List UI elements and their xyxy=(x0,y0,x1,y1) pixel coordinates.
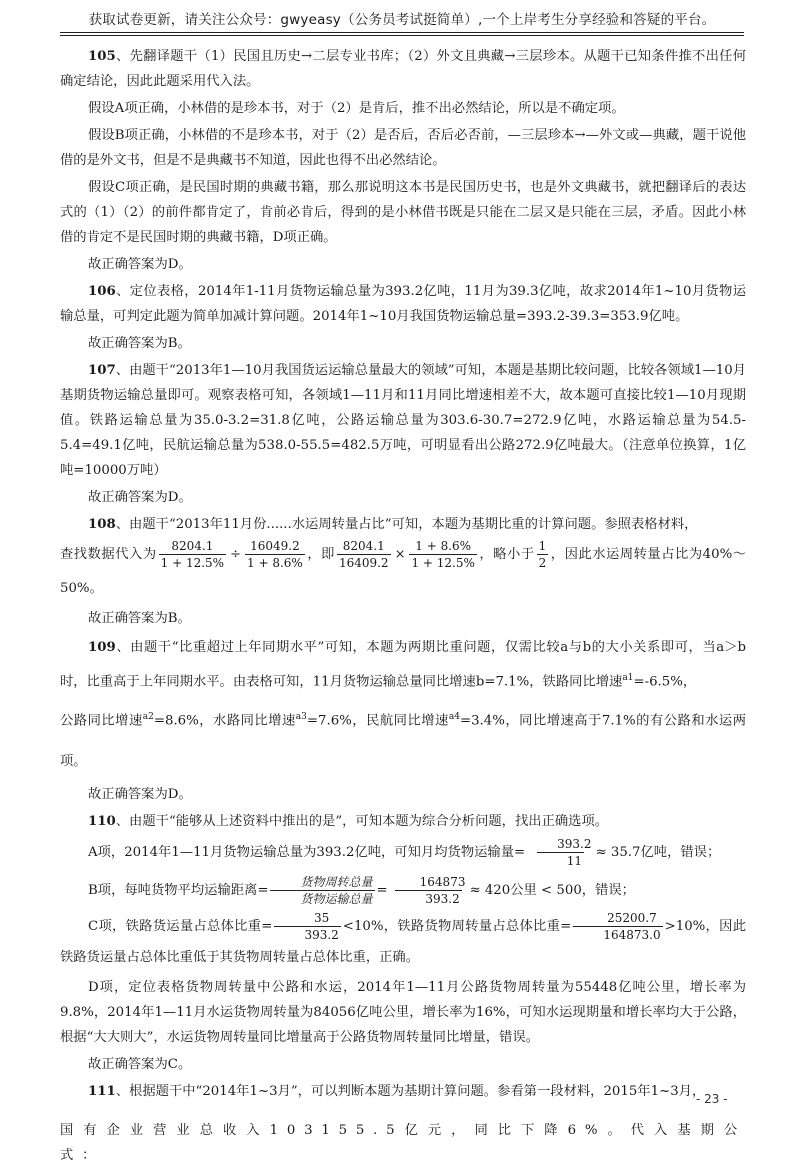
page-content xyxy=(60,44,746,1168)
fraction: $\frac{8204.1}{16409.2}$ xyxy=(338,539,389,570)
q110-option-d: D项，定位表格货物周转量中公路和水运，2014年1—11月公路货物周转量为55448亿吨公里，增长率为9.8%，2014年1—11月水运货物周转量为84056亿吨公里，增长率为16%，可知水运现期量和增长率均大于公路，根据“大大则大”，水运货物周转量同比增量高于公路货物周转量同比增量，错误。 xyxy=(60,979,746,1045)
q110-intro: 110、由题干“能够从上述资料中推出的是”，可知本题为综合分析问题，找出正确选项。 xyxy=(88,813,609,829)
fraction: $\frac{16049.2}{1 + 8.6\%}$ xyxy=(247,539,303,570)
q110-option-c: C项，铁路货运量占总体比重= $\frac{35}{393.2}$ <10%，铁路货物周转量占总体比重= $\frac{25200.7}{164873.0}$ >10%，因此铁路货运量占总体比重低于其货物周转量占总体比重，正确。 xyxy=(60,910,746,965)
q108-answer: 故正确答案为B。 xyxy=(88,611,191,626)
q108-formula-line: 查找数据代入为 $\frac{8204.1}{1 + 12.5\%}$ ÷ $\frac{16049.2}{1 + 8.6\%}$ ，即 $\frac{8204.1}{16409.2}$ × $\frac{1 + 8.6\%}{1 + 12.5\%}$ ，略小于 $\frac{1}{2}$ ，因此水运周转量占比为40%～50%。 xyxy=(60,539,747,596)
header-rule-top xyxy=(60,32,744,33)
fraction: $\frac{1 + 8.6\%}{1 + 12.5\%}$ xyxy=(411,539,475,570)
q105-option-a: 假设A项正确，小林借的是珍本书，对于（2）是肯后，推不出必然结论，所以是不确定项。 xyxy=(88,101,625,116)
q111-body-cont: 国有企业营业总收入103155.5亿元，同比下降6%。代入基期公式： xyxy=(60,1122,746,1163)
question-number: 107 xyxy=(88,363,116,378)
fraction: $\frac{393.2}{11}$ xyxy=(527,836,593,869)
page-number: - 23 - xyxy=(696,1092,728,1106)
question-number: 105 xyxy=(88,49,116,64)
q106-body: 106、定位表格，2014年1-11月货物运输总量为393.2亿吨，11月为39.3亿吨，故求2014年1~10月货物运输总量，可判定此题为简单加减计算问题。2014年1~10月我国货物运输总量=393.2-39.3=353.9亿吨。 xyxy=(60,284,746,324)
q107-body: 107、由题干“2013年1—10月我国货运运输总量最大的领域”可知，本题是基期比较问题，比较各领域1—10月基期货物运输总量即可。观察表格可知，各领域1—11月和11月同比增速相差不大，故本题可直接比较1—10月现期值。铁路运输总量为35.0-3.2=31.8亿吨，公路运输总量为303.6-30.7=272.9亿吨，水路运输总量为54.5-5.4=49.1亿吨，民航运输总量为538.0-55.5=482.5万吨，可明显看出公路272.9亿吨最大。（注意单位换算，1亿吨=10000万吨） xyxy=(60,363,746,478)
q111-body: 111、根据题干中“2014年1~3月”，可以判断本题为基期计算问题。参看第一段材料，2015年1~3月， xyxy=(88,1083,706,1099)
q109-rates: 公路同比增速$^{a2}$=8.6%，水路同比增速$^{a3}$=7.6%，民航同比增速$^{a4}$=3.4%，同比增速高于7.1%的有公路和水运两项。 xyxy=(60,712,746,769)
q109-answer: 故正确答案为D。 xyxy=(88,786,192,802)
q108-body: 108、由题干“2013年11月份......水运周转量占比”可知，本题为基期比重的计算问题。参照表格材料， xyxy=(88,517,698,532)
q110-answer: 故正确答案为C。 xyxy=(88,1056,192,1072)
q105-intro: 105、先翻译题干（1）民国且历史→二层专业书库；（2）外文且典藏→三层珍本。从题干已知条件推不出任何确定结论，因此此题采用代入法。 xyxy=(60,49,746,89)
question-number: 111 xyxy=(88,1083,116,1099)
q106-answer: 故正确答案为B。 xyxy=(88,336,191,351)
q110-option-a: A项，2014年1—11月货物运输总量为393.2亿吨，可知月均货物运输量= $\frac{393.2}{11}$ ≈ 35.7亿吨，错误； xyxy=(88,836,721,868)
q105-option-b: 假设B项正确，小林借的不是珍本书，对于（2）是否后，否后必否前，—三层珍本→—外文或—典藏，题干说他借的是外文书，但是不是典藏书不知道，因此也得不出必然结论。 xyxy=(60,128,746,168)
fraction: $\frac{25200.7}{164873.0}$ xyxy=(573,910,662,943)
question-number: 109 xyxy=(88,640,116,655)
fraction: $\frac{1}{2}$ xyxy=(538,539,547,570)
q110-option-b: B项，每吨货物平均运输距离= $\frac{\text{货物周转总量}}{\text{货物运输总量}}$ = $\frac{164873}{393.2}$ ≈ 420公里 < 500，错误； xyxy=(88,874,635,906)
q105-answer: 故正确答案为D。 xyxy=(88,257,192,272)
fraction: $\frac{35}{393.2}$ xyxy=(274,910,340,943)
q105-option-c: 假设C项正确，是民国时期的典藏书籍，那么那说明这本书是民国历史书，也是外文典藏书，就把翻译后的表达式的（1）（2）的前件都肯定了，肯前必肯后，得到的是小林借书既是只能在二层又是只能在三层，矛盾。因此小林借的肯定不是民国时期的典藏书籍，D项正确。 xyxy=(60,180,746,245)
fraction: $\frac{164873}{393.2}$ xyxy=(390,874,468,907)
question-number: 110 xyxy=(88,813,116,829)
header-rule-bottom xyxy=(60,35,744,36)
question-number: 108 xyxy=(88,517,116,532)
fraction: $\frac{8204.1}{1 + 12.5\%}$ xyxy=(160,539,225,570)
q107-answer: 故正确答案为D。 xyxy=(88,490,192,505)
page-header: 获取试卷更新，请关注公众号：gwyeasy（公务员考试挺简单）,一个上岸考生分享经验和答疑的平台。 xyxy=(88,12,716,28)
question-number: 106 xyxy=(88,284,116,299)
q109-body: 109、由题干“比重超过上年同期水平”可知，本题为两期比重问题，仅需比较a与b的大小关系即可，当a＞b时，比重高于上年同期水平。由表格可知，11月货物运输总量同比增速b=7.1%，铁路同比增速$^{a1}$=-6.5%， xyxy=(60,640,746,690)
fraction: $\frac{\text{货物周转总量}}{\text{货物运输总量}}$ xyxy=(270,874,374,907)
